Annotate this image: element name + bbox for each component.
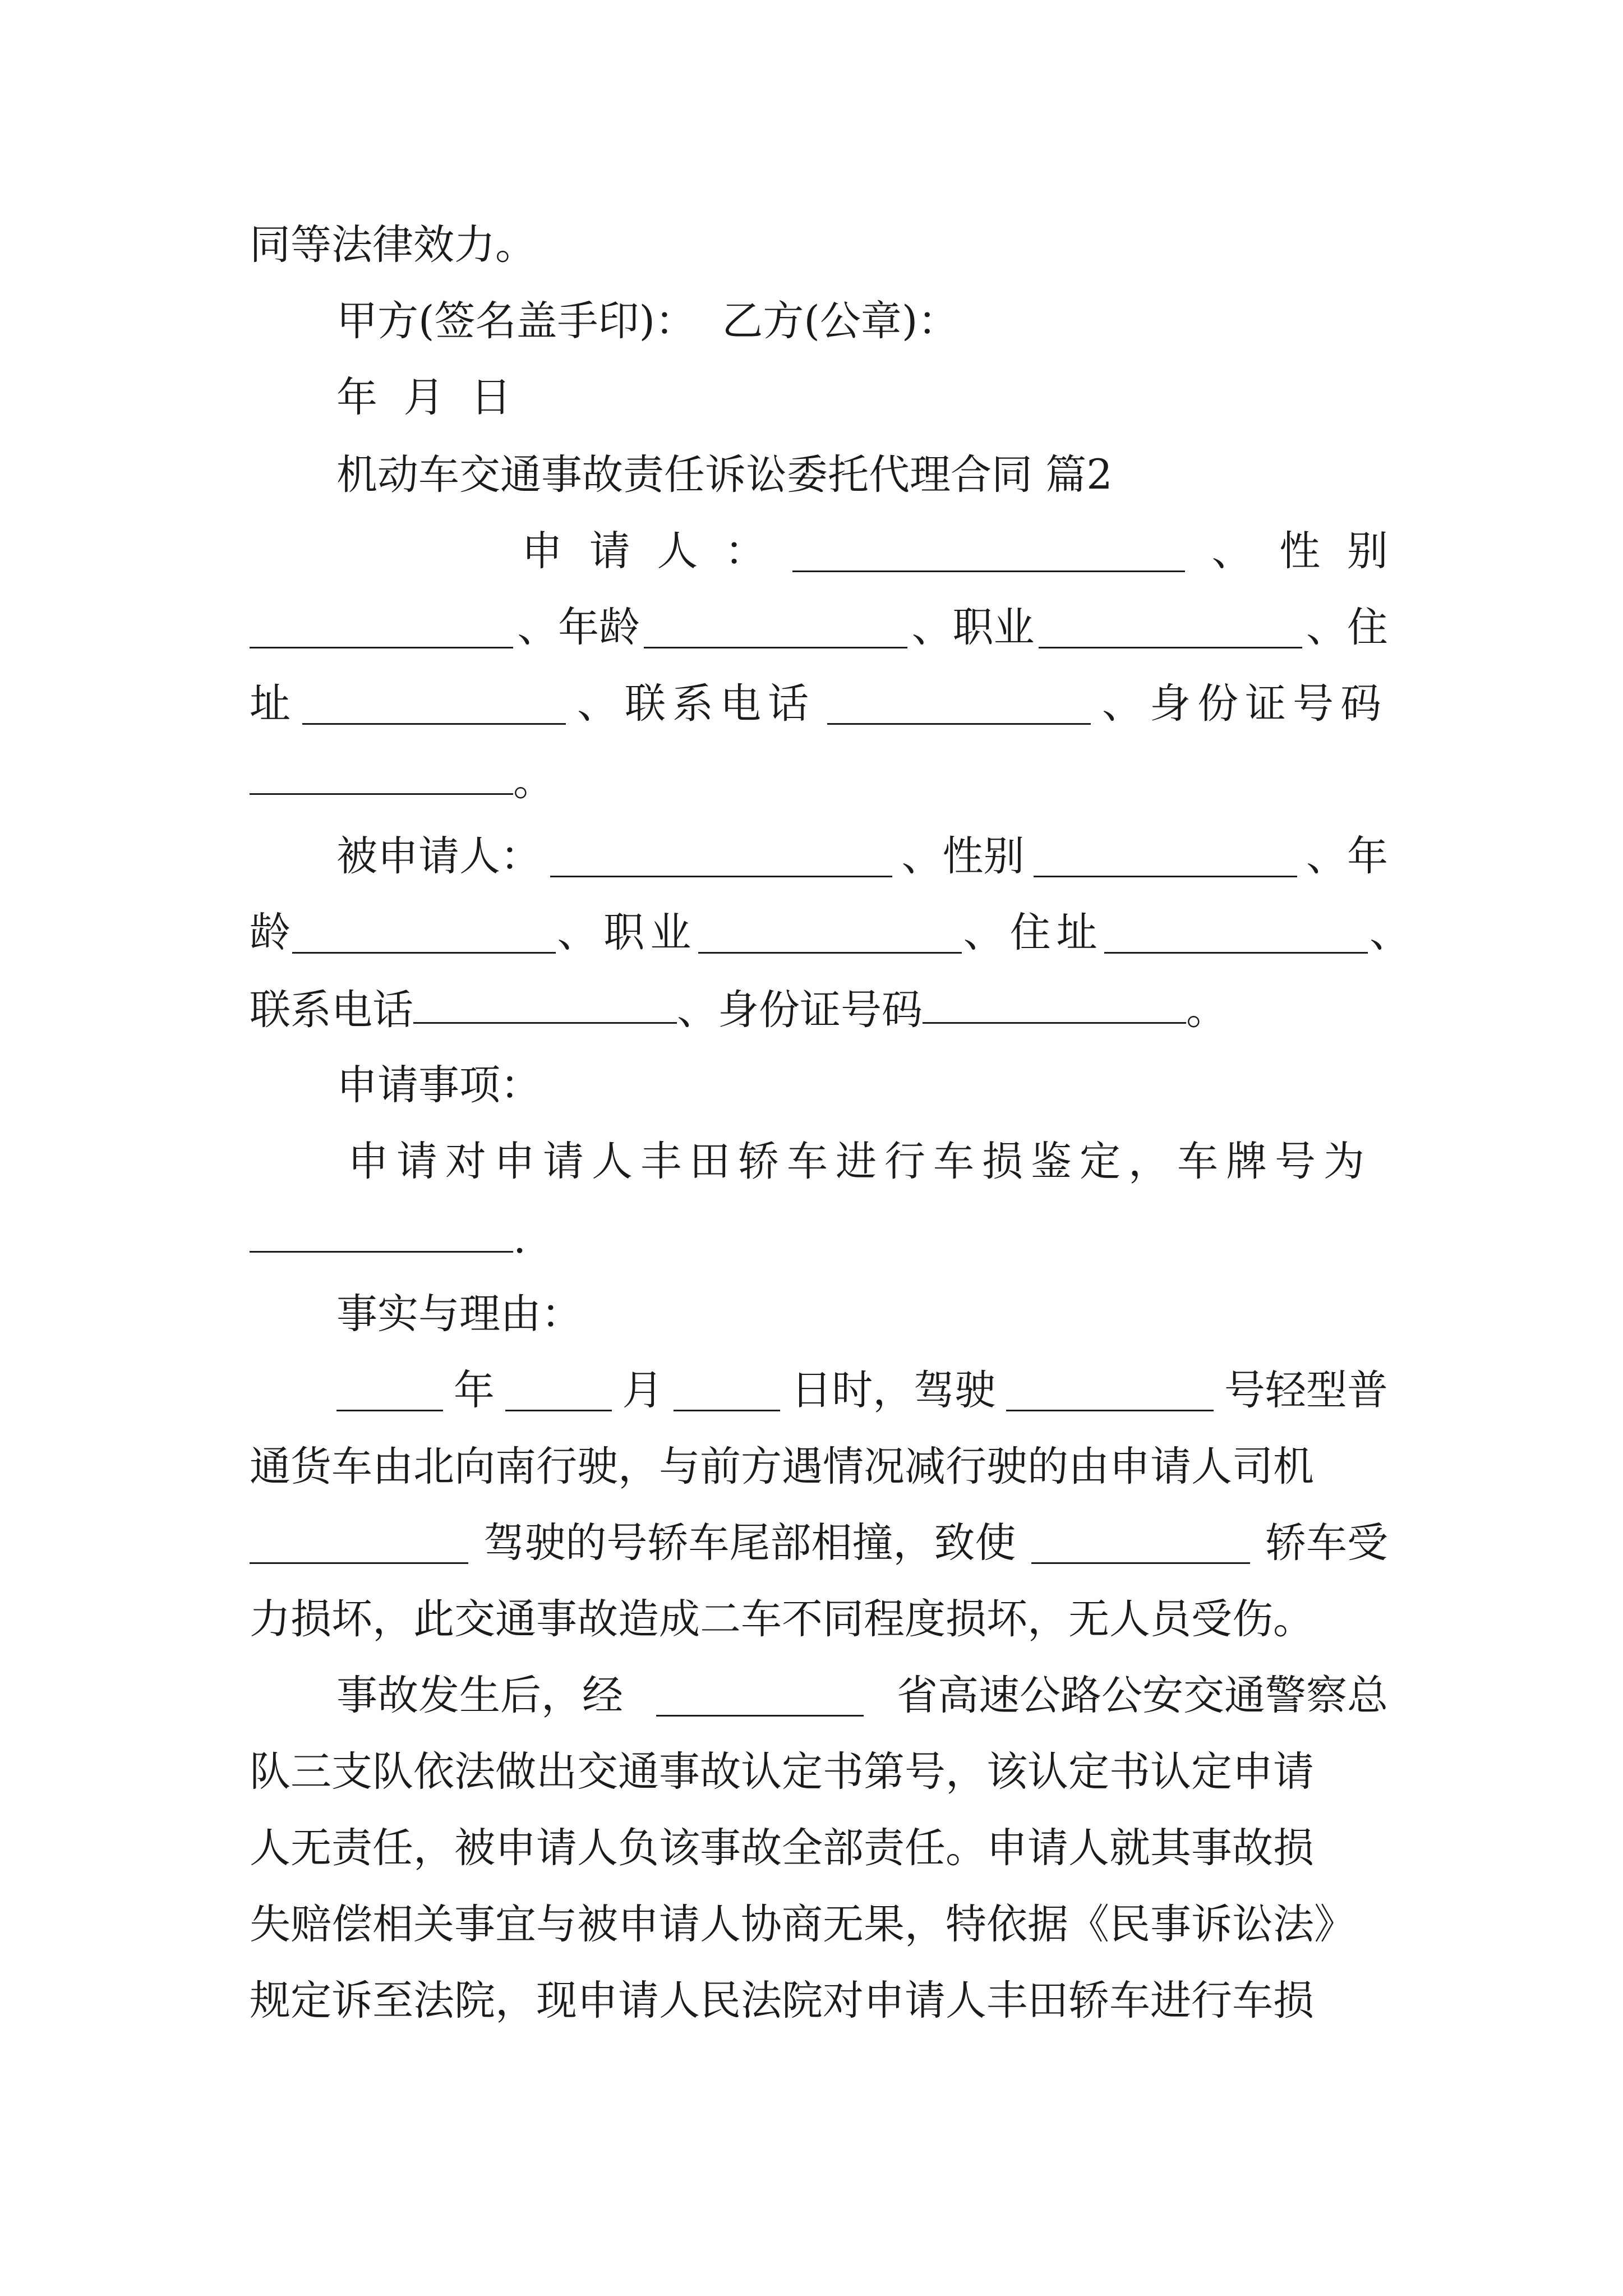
blank-field — [1031, 1517, 1250, 1564]
signature-line: 甲方(签名盖手印)： 乙方(公章)： — [336, 297, 959, 345]
applicant-line-4: 。 — [250, 749, 1388, 811]
blank-field — [923, 978, 1186, 1024]
blank-field — [550, 831, 892, 877]
request-line-2: . — [250, 1207, 1388, 1269]
text-line: 同等法律效力。 — [250, 221, 536, 269]
applicant-line-2: 、年龄 、职业 、住 — [250, 597, 1388, 659]
facts-line-2: 通货车由北向南行驶，与前方遇情况减行驶的由申请人司机 — [250, 1443, 1314, 1490]
blank-field — [505, 1365, 612, 1411]
heading-facts: 事实与理由： — [336, 1290, 582, 1338]
applicant-line-3: 址 、联系电话 、身份证号码 — [250, 673, 1388, 735]
applicant-line: 申 请 人 ： 、 性 别 — [522, 521, 1388, 582]
blank-field — [1006, 1365, 1214, 1411]
blank-field — [792, 526, 1185, 572]
blank-field — [250, 749, 513, 795]
facts-line-6: 队三支队依法做出交通事故认定书第号，该认定书认定申请 — [250, 1748, 1314, 1796]
blank-field — [302, 678, 566, 725]
blank-field — [656, 1670, 864, 1717]
blank-field — [1104, 907, 1368, 954]
facts-line-5: 事故发生后，经 省高速公路公安交通警察总 — [336, 1665, 1388, 1727]
blank-field — [250, 602, 513, 648]
facts-line: 年 月 日时，驾驶 号轻型普 — [336, 1360, 1388, 1421]
blank-field — [644, 602, 907, 648]
blank-field — [292, 907, 556, 954]
blank-field — [250, 1517, 468, 1564]
respondent-line-2: 龄 、职业 、住址 、 — [250, 902, 1410, 964]
facts-line-7: 人无责任，被申请人负该事故全部责任。申请人就其事故损 — [250, 1824, 1314, 1872]
blank-field — [674, 1365, 780, 1411]
blank-field — [1039, 602, 1302, 648]
heading-request: 申请事项： — [336, 1061, 541, 1109]
facts-line-9: 规定诉至法院，现申请人民法院对申请人丰田轿车进行车损 — [250, 1977, 1314, 2024]
date-line: 年 月 日 — [336, 374, 511, 421]
facts-line-3: 驾驶的号轿车尾部相撞，致使 轿车受 — [250, 1512, 1388, 1574]
respondent-line-3: 联系电话 、身份证号码 。 — [250, 978, 1388, 1040]
section-title: 机动车交通事故责任诉讼委托代理合同 篇2 — [336, 451, 1113, 499]
request-line: 申请对申请人丰田轿车进行车损鉴定，车牌号为 — [348, 1138, 1372, 1185]
respondent-line: 被申请人： 、性别 、年 — [336, 826, 1388, 887]
blank-field — [250, 1207, 513, 1253]
facts-line-8: 失赔偿相关事宜与被申请人协商无果，特依据《民事诉讼法》 — [250, 1901, 1355, 1948]
blank-field — [698, 907, 962, 954]
facts-line-4: 力损坏，此交通事故造成二车不同程度损坏，无人员受伤。 — [250, 1595, 1314, 1643]
blank-field — [336, 1365, 443, 1411]
blank-field — [413, 978, 677, 1024]
blank-field — [1034, 831, 1297, 877]
blank-field — [827, 678, 1091, 725]
